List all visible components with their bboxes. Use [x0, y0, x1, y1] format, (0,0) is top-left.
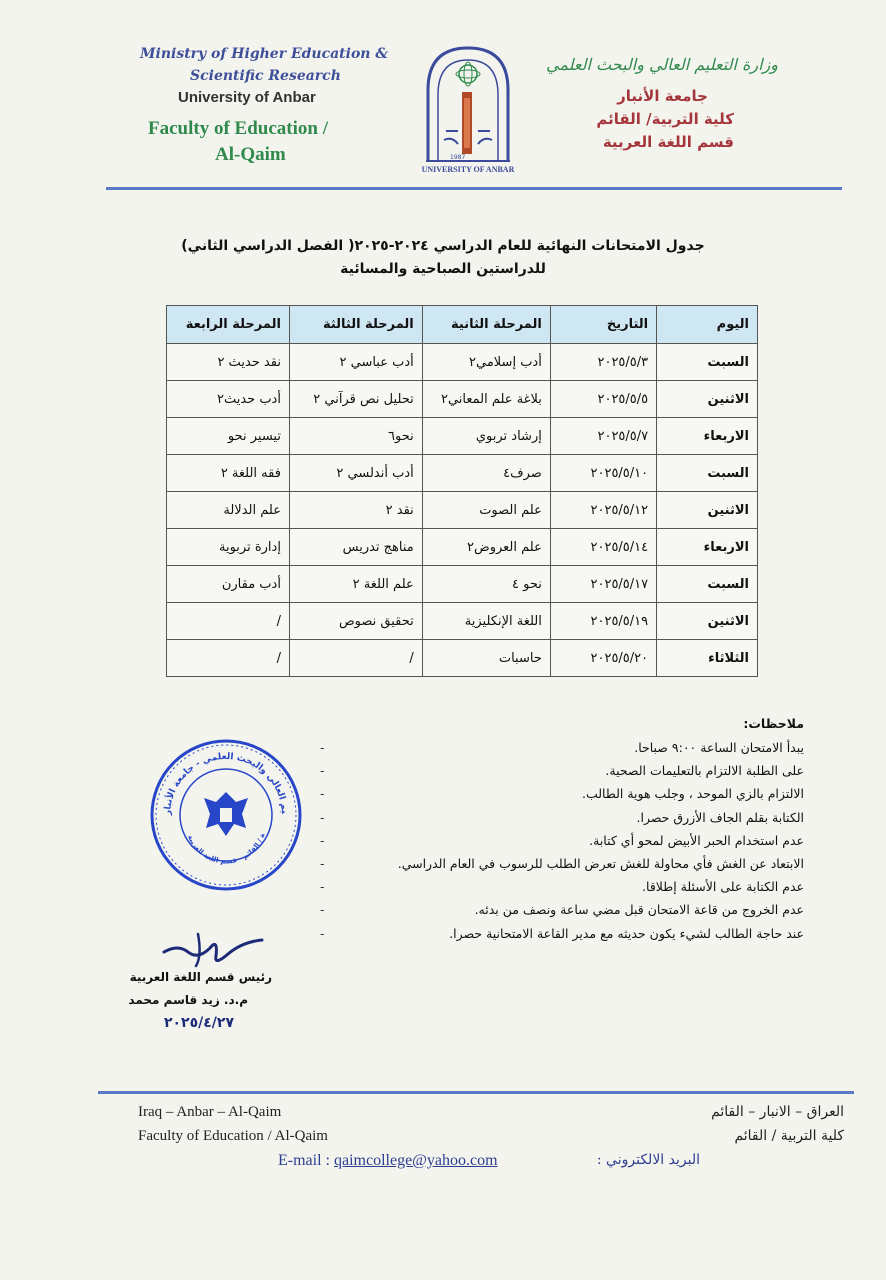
college-ar: كلية التربية/ القائم [596, 110, 734, 128]
signature-mark [158, 926, 268, 970]
cell-date: ٢٠٢٥/٥/٢٠ [550, 640, 656, 677]
footer-address-ar: العراق – الانبار – القائم [711, 1104, 844, 1120]
header-rule [106, 187, 842, 190]
table-row [167, 455, 758, 492]
signature-date: ٢٠٢٥/٤/٢٧ [163, 1015, 234, 1031]
cell-date: ٢٠٢٥/٥/١٧ [550, 566, 656, 603]
cell-day: الاثنين [657, 603, 758, 640]
cell-stage-3: أدب عباسي ٢ [289, 344, 422, 381]
cell-stage-4: أدب مقارن [167, 566, 290, 603]
cell-stage-3: مناهج تدريس [289, 529, 422, 566]
table-header-row [167, 306, 758, 344]
faculty-en-line1: Faculty of Education / [148, 118, 328, 139]
cell-stage-3: علم اللغة ٢ [289, 566, 422, 603]
page-title: جدول الامتحانات النهائية للعام الدراسي ٢٠٢٤-٢٠٢٥( الفصل الدراسي الثاني) [181, 238, 705, 254]
header-day: اليوم [657, 306, 758, 344]
cell-stage-4: أدب حديث٢ [167, 381, 290, 418]
table-row [167, 640, 758, 677]
cell-day: الثلاثاء [657, 640, 758, 677]
university-ar: جامعة الأنبار [617, 87, 708, 105]
cell-stage-3: نحو٦ [289, 418, 422, 455]
table-row [167, 344, 758, 381]
cell-stage-2: صرف٤ [422, 455, 550, 492]
cell-stage-2: أدب إسلامي٢ [422, 344, 550, 381]
footer-rule [98, 1091, 854, 1094]
cell-date: ٢٠٢٥/٥/١٢ [550, 492, 656, 529]
cell-day: السبت [657, 566, 758, 603]
signature-title: رئيس قسم اللغة العربية [129, 970, 272, 984]
list-item: على الطلبة الالتزام بالتعليمات الصحية. - [320, 763, 804, 779]
exam-schedule-table [166, 305, 758, 677]
cell-date: ٢٠٢٥/٥/٣ [550, 344, 656, 381]
header-date: التاريخ [550, 306, 656, 344]
cell-stage-3: نقد ٢ [289, 492, 422, 529]
faculty-en-line2: Al-Qaim [215, 144, 286, 165]
table-row [167, 418, 758, 455]
list-item: عدم الخروج من قاعة الامتحان قبل مضي ساعة ونصف من بدئه. - [320, 902, 804, 918]
list-item: عدم الكتابة على الأسئلة إطلاقا. - [320, 879, 804, 895]
cell-stage-2: بلاغة علم المعاني٢ [422, 381, 550, 418]
cell-stage-2: علم العروض٢ [422, 529, 550, 566]
university-logo [418, 40, 518, 178]
cell-date: ٢٠٢٥/٥/١٤ [550, 529, 656, 566]
ministry-en-line1: Ministry of Higher Education & [140, 46, 389, 62]
cell-date: ٢٠٢٥/٥/١٠ [550, 455, 656, 492]
stamp-outer-text: يم العالي والبحث العلمي - جامعة الأنبار [162, 751, 290, 816]
cell-day: السبت [657, 455, 758, 492]
header-stage-3: المرحلة الثالثة [289, 306, 422, 344]
cell-stage-2: علم الصوت [422, 492, 550, 529]
ministry-ar: وزارة التعليم العالي والبحث العلمي [546, 55, 778, 74]
list-item: الكتابة بقلم الجاف الأزرق حصرا. - [320, 809, 804, 825]
email-label-en: E-mail : [278, 1152, 330, 1169]
cell-stage-4: علم الدلالة [167, 492, 290, 529]
cell-stage-2: حاسبات [422, 640, 550, 677]
notes-heading: ملاحظات: [743, 716, 804, 731]
footer-address-en: Iraq – Anbar – Al-Qaim [138, 1104, 282, 1120]
cell-stage-3: تحقيق نصوص [289, 603, 422, 640]
cell-date: ٢٠٢٥/٥/١٩ [550, 603, 656, 640]
cell-stage-4: / [167, 640, 290, 677]
cell-stage-4: تيسير نحو [167, 418, 290, 455]
header-stage-2: المرحلة الثانية [422, 306, 550, 344]
department-ar: قسم اللغة العربية [602, 133, 734, 151]
email-link[interactable]: qaimcollege@yahoo.com [333, 1152, 498, 1169]
footer-faculty-ar: كلية التربية / القائم [734, 1128, 844, 1144]
cell-day: الاربعاء [657, 418, 758, 455]
header-stage-4: المرحلة الرابعة [167, 306, 290, 344]
cell-stage-4: / [167, 603, 290, 640]
cell-date: ٢٠٢٥/٥/٧ [550, 418, 656, 455]
cell-stage-2: نحو ٤ [422, 566, 550, 603]
cell-stage-2: إرشاد تربوي [422, 418, 550, 455]
table-row [167, 566, 758, 603]
list-item: عدم استخدام الحبر الأبيض لمحو أي كتابة. - [320, 832, 804, 848]
list-item: الابتعاد عن الغش فأي محاولة للغش تعرض الطلب للرسوب في العام الدراسي. - [320, 856, 804, 872]
cell-day: السبت [657, 344, 758, 381]
stamp-inner-text: ة / القائم - قسم اللغة العربية [186, 832, 267, 866]
table-row [167, 529, 758, 566]
cell-stage-3: / [289, 640, 422, 677]
list-item: الالتزام بالزي الموحد ، وجلب هوية الطالب. - [320, 786, 804, 802]
list-item: يبدأ الامتحان الساعة ٩:٠٠ صباحا. - [320, 740, 804, 755]
cell-day: الاربعاء [657, 529, 758, 566]
cell-date: ٢٠٢٥/٥/٥ [550, 381, 656, 418]
list-item: عند حاجة الطالب لشيء يكون حديثه مع مدير القاعة الامتحانية حصرا. - [320, 925, 804, 941]
cell-stage-4: نقد حديث ٢ [167, 344, 290, 381]
cell-stage-3: تحليل نص قرآني ٢ [289, 381, 422, 418]
table-row [167, 492, 758, 529]
footer-faculty-en: Faculty of Education / Al-Qaim [138, 1128, 328, 1144]
page-subtitle: للدراستين الصباحية والمسائية [340, 261, 546, 277]
table-row [167, 381, 758, 418]
university-en: University of Anbar [178, 89, 316, 106]
footer-email-label-ar: البريد الالكتروني : [596, 1152, 700, 1168]
cell-stage-2: اللغة الإنكليزية [422, 603, 550, 640]
footer-email-en [278, 1152, 498, 1170]
ministry-en-line2: Scientific Research [190, 68, 341, 84]
cell-stage-3: أدب أندلسي ٢ [289, 455, 422, 492]
logo-caption: UNIVERSITY OF ANBAR [421, 165, 515, 174]
logo-year: 1987 [450, 154, 466, 161]
notes-list [320, 736, 804, 945]
cell-stage-4: إدارة تربوية [167, 529, 290, 566]
official-stamp [148, 736, 304, 894]
cell-day: الاثنين [657, 492, 758, 529]
eagle-emblem-icon [204, 792, 248, 836]
signature-name: م.د. زيد قاسم محمد [128, 993, 248, 1007]
table-row [167, 603, 758, 640]
cell-stage-4: فقه اللغة ٢ [167, 455, 290, 492]
cell-day: الاثنين [657, 381, 758, 418]
